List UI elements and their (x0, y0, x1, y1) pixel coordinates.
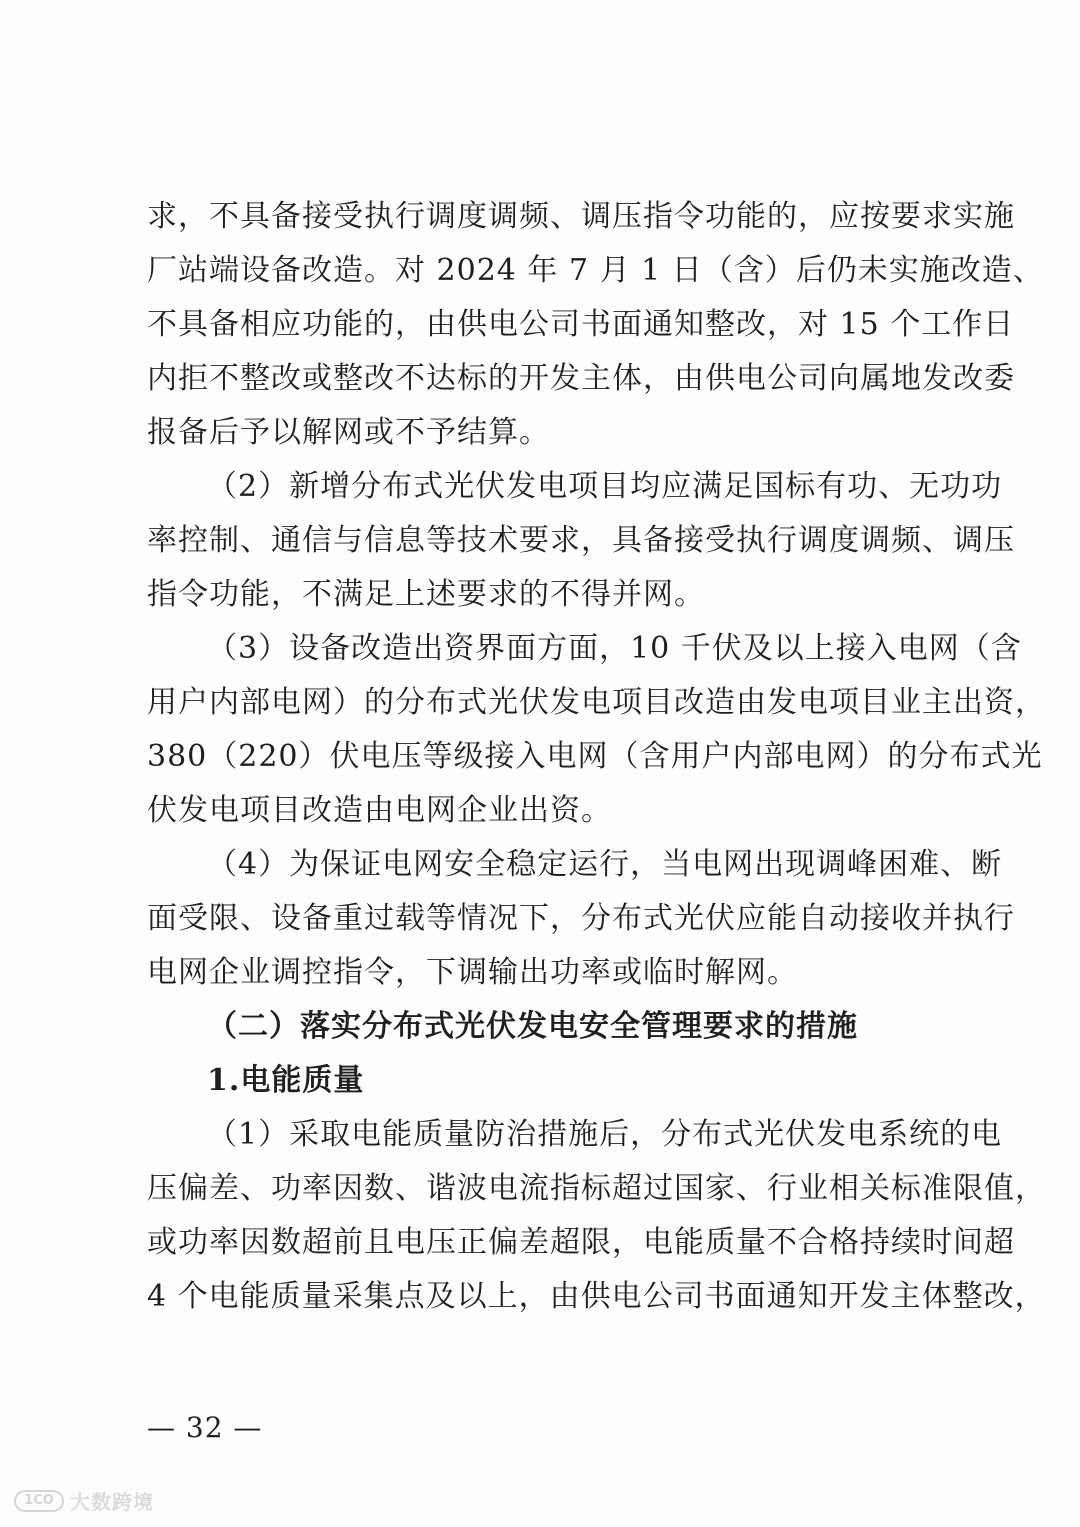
text-line: 4 个电能质量采集点及以上，由供电公司书面通知开发主体整改， (147, 1279, 1046, 1314)
watermark-logo-icon: 1CO (14, 1490, 64, 1512)
text-line: 求，不具备接受执行调度调频、调压指令功能的，应按要求实施 (147, 199, 1015, 234)
paragraph-start: （2）新增分布式光伏发电项目均应满足国标有功、无功功 (207, 469, 1003, 504)
text-line: 厂站端设备改造。对 2024 年 7 月 1 日（含）后仍未实施改造、 (147, 253, 1044, 288)
paragraph-start: （3）设备改造出资界面方面，10 千伏及以上接入电网（含 (207, 631, 1022, 666)
text-line: 用户内部电网）的分布式光伏发电项目改造由发电项目业主出资， (147, 685, 1046, 720)
text-line: 率控制、通信与信息等技术要求，具备接受执行调度调频、调压 (147, 523, 1015, 558)
watermark (14, 1486, 154, 1515)
text-line: 电网企业调控指令，下调输出功率或临时解网。 (147, 955, 798, 990)
paragraph-start: （1）采取电能质量防治措施后，分布式光伏发电系统的电 (207, 1117, 1003, 1152)
section-heading: （二）落实分布式光伏发电安全管理要求的措施 (207, 1009, 858, 1044)
paragraph-start: （4）为保证电网安全稳定运行，当电网出现调峰困难、断 (207, 847, 1003, 882)
text-line: 不具备相应功能的，由供电公司书面通知整改，对 15 个工作日 (147, 307, 1015, 342)
text-line: 内拒不整改或整改不达标的开发主体，由供电公司向属地发改委 (147, 361, 1015, 396)
document-body (147, 190, 1046, 1324)
text-line: 380（220）伏电压等级接入电网（含用户内部电网）的分布式光 (147, 739, 1043, 774)
watermark-text: 大数跨境 (70, 1490, 154, 1514)
page-number: — 32 — (147, 1411, 263, 1444)
text-line: 压偏差、功率因数、谐波电流指标超过国家、行业相关标准限值， (147, 1171, 1046, 1206)
text-line: 指令功能，不满足上述要求的不得并网。 (147, 577, 705, 612)
text-line: 报备后予以解网或不予结算。 (147, 415, 550, 450)
subsection-heading: 1.电能质量 (207, 1063, 365, 1098)
text-line: 伏发电项目改造由电网企业出资。 (147, 793, 612, 828)
text-line: 面受限、设备重过载等情况下，分布式光伏应能自动接收并执行 (147, 901, 1015, 936)
text-line: 或功率因数超前且电压正偏差超限，电能质量不合格持续时间超 (147, 1225, 1015, 1260)
